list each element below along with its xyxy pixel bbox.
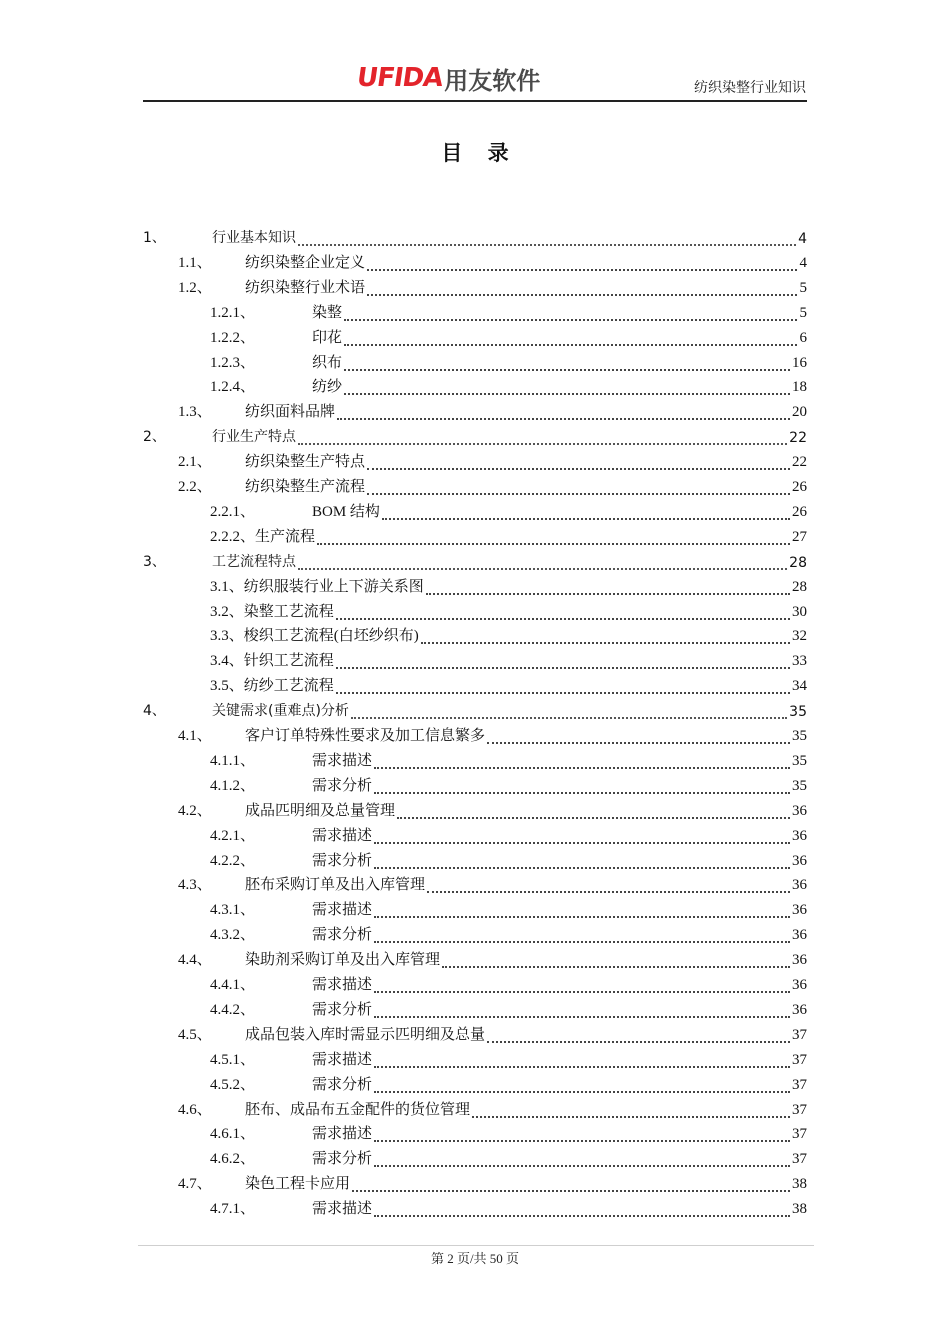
toc-entry-title: 染整	[312, 304, 343, 321]
toc-entry-page: 37	[792, 1101, 807, 1118]
toc-entry-title: 需求分析	[312, 1001, 373, 1018]
toc-entry-title: 3.4、针织工艺流程	[210, 653, 334, 670]
toc-entry[interactable]	[143, 474, 807, 498]
toc-entry-page: 27	[792, 528, 807, 545]
toc-entry-title: 需求分析	[312, 927, 373, 944]
toc-dot-leader	[374, 867, 790, 869]
toc-entry[interactable]	[143, 1047, 807, 1071]
toc-entry-number: 4.5、	[178, 1026, 212, 1043]
toc-dot-leader	[351, 717, 787, 719]
toc-entry[interactable]	[143, 897, 807, 921]
toc-entry-page: 26	[792, 503, 807, 520]
toc-dot-leader	[374, 1165, 790, 1167]
toc-entry[interactable]	[143, 1146, 807, 1170]
toc-dot-leader	[374, 1215, 790, 1217]
toc-entry[interactable]	[143, 698, 807, 722]
toc-dot-leader	[344, 369, 790, 371]
toc-entry-title: 行业基本知识	[212, 230, 296, 246]
toc-entry-page: 37	[792, 1026, 807, 1043]
toc-dot-leader	[344, 319, 797, 321]
toc-entry[interactable]	[143, 250, 807, 274]
toc-entry-title: 3.5、纺纱工艺流程	[210, 678, 334, 695]
toc-entry-title: 3.2、染整工艺流程	[210, 603, 334, 620]
toc-entry-number: 4.1、	[178, 728, 212, 744]
toc-entry-page: 20	[792, 404, 807, 421]
toc-entry-page: 35	[792, 777, 807, 794]
toc-entry[interactable]	[143, 1121, 807, 1145]
toc-title: 目 录	[441, 141, 509, 165]
header-divider	[143, 100, 807, 102]
toc-entry-title: 纺织染整生产流程	[245, 479, 366, 495]
toc-entry-page: 28	[789, 554, 807, 571]
toc-entry-number: 2.2.1、	[210, 503, 256, 520]
toc-dot-leader	[374, 916, 790, 918]
toc-entry-number: 1.2、	[178, 279, 212, 296]
toc-entry[interactable]	[143, 524, 807, 548]
toc-entry-title: 3.3、梭织工艺流程(白坯纱织布)	[210, 628, 419, 645]
toc-entry[interactable]	[143, 449, 807, 473]
toc-dot-leader	[367, 269, 797, 271]
toc-entry[interactable]	[143, 374, 807, 398]
toc-entry-number: 2.1、	[178, 454, 212, 471]
toc-entry-page: 30	[792, 603, 807, 620]
toc-entry-title: 需求描述	[312, 902, 373, 919]
toc-entry-page: 35	[789, 704, 807, 721]
toc-entry-title: 染色工程卡应用	[245, 1176, 351, 1193]
toc-entry-title: 需求分析	[312, 777, 373, 794]
toc-entry-page: 33	[792, 653, 807, 670]
toc-entry-page: 5	[799, 304, 807, 321]
toc-dot-leader	[487, 742, 790, 744]
document-header-title: 纺织染整行业知识	[694, 81, 806, 96]
toc-entry-page: 36	[792, 902, 807, 919]
toc-entry-page: 34	[792, 678, 807, 695]
toc-entry-page: 18	[792, 379, 807, 396]
toc-entry-title: 3.1、纺织服装行业上下游关系图	[210, 578, 424, 595]
toc-entry-page: 36	[792, 827, 807, 844]
toc-entry[interactable]	[143, 300, 807, 324]
toc-dot-leader	[374, 1066, 790, 1068]
toc-entry-number: 1.2.3、	[210, 354, 256, 371]
toc-entry-page: 32	[792, 628, 807, 645]
toc-dot-leader	[374, 1091, 790, 1093]
toc-entry-title: 成品包装入库时需显示匹明细及总量	[245, 1026, 486, 1043]
toc-entry-number: 1.2.4、	[210, 379, 256, 396]
toc-dot-leader	[374, 792, 790, 794]
toc-entry-page: 16	[792, 354, 807, 371]
toc-entry[interactable]	[143, 1097, 807, 1121]
toc-entry-page: 38	[792, 1201, 807, 1218]
toc-entry-title: 需求分析	[312, 852, 373, 869]
toc-entry-number: 1.3、	[178, 404, 212, 421]
toc-entry-number: 1、	[143, 230, 166, 246]
toc-entry-title: 需求描述	[312, 1201, 373, 1218]
footer-divider	[138, 1245, 814, 1246]
toc-entry-page: 4	[798, 231, 807, 247]
toc-entry-number: 4.7.1、	[210, 1201, 256, 1218]
toc-entry-title: 需求分析	[312, 1151, 373, 1168]
toc-entry-title: 纺织染整行业术语	[245, 279, 366, 296]
toc-entry-page: 36	[792, 877, 807, 894]
toc-dot-leader	[442, 966, 790, 968]
toc-entry[interactable]	[143, 1171, 807, 1195]
toc-entry-title: 需求描述	[312, 827, 373, 844]
toc-entry-page: 37	[792, 1051, 807, 1068]
toc-entry-number: 4.3.2、	[210, 927, 256, 944]
toc-entry[interactable]	[143, 648, 807, 672]
toc-dot-leader	[352, 1190, 790, 1192]
logo-text-cn: 用友软件	[444, 66, 541, 95]
toc-entry[interactable]	[143, 947, 807, 971]
toc-entry-page: 36	[792, 802, 807, 819]
toc-entry[interactable]	[143, 1072, 807, 1096]
toc-entry[interactable]	[143, 1022, 807, 1046]
toc-entry-page: 36	[792, 952, 807, 969]
toc-entry-title: 纺纱	[312, 379, 343, 396]
toc-entry[interactable]	[143, 424, 807, 448]
toc-dot-leader	[374, 842, 790, 844]
ufida-logo	[354, 62, 541, 95]
toc-entry-title: 需求描述	[312, 1126, 373, 1143]
toc-entry-title: 胚布、成品布五金配件的货位管理	[245, 1101, 471, 1118]
toc-dot-leader	[344, 393, 790, 395]
toc-entry-page: 4	[799, 254, 807, 271]
toc-entry[interactable]	[143, 399, 807, 423]
toc-entry[interactable]	[143, 549, 807, 573]
toc-dot-leader	[337, 418, 790, 420]
toc-entry-page: 26	[792, 479, 807, 495]
toc-entry-title: 需求描述	[312, 1051, 373, 1068]
toc-entry-page: 35	[792, 752, 807, 769]
toc-entry[interactable]	[143, 673, 807, 697]
toc-dot-leader	[336, 692, 790, 694]
toc-entry-page: 22	[789, 430, 807, 447]
toc-entry-number: 1.2.2、	[210, 329, 256, 346]
toc-entry-number: 4.5.2、	[210, 1076, 256, 1093]
toc-entry-page: 37	[792, 1151, 807, 1168]
toc-entry-page: 36	[792, 852, 807, 869]
toc-entry[interactable]	[143, 350, 807, 374]
toc-entry[interactable]	[143, 325, 807, 349]
toc-entry-number: 4.3、	[178, 877, 212, 894]
toc-dot-leader	[397, 817, 790, 819]
toc-entry[interactable]	[143, 773, 807, 797]
toc-dot-leader	[336, 667, 790, 669]
toc-entry-title: 需求描述	[312, 752, 373, 769]
toc-dot-leader	[374, 941, 790, 943]
toc-entry-title: 纺织染整企业定义	[245, 254, 366, 271]
toc-dot-leader	[367, 493, 790, 495]
toc-dot-leader	[298, 443, 787, 445]
toc-entry-number: 4.2.1、	[210, 827, 256, 844]
toc-dot-leader	[487, 1041, 790, 1043]
toc-dot-leader	[374, 991, 790, 993]
toc-entry-title: 成品匹明细及总量管理	[245, 802, 396, 819]
toc-dot-leader	[374, 767, 790, 769]
toc-entry[interactable]	[143, 574, 807, 598]
toc-entry-page: 37	[792, 1076, 807, 1093]
toc-dot-leader	[336, 618, 790, 620]
toc-entry-number: 4、	[143, 703, 166, 720]
toc-entry-title: 纺织染整生产特点	[245, 454, 366, 471]
toc-entry[interactable]	[143, 1196, 807, 1220]
toc-dot-leader	[472, 1116, 790, 1118]
toc-entry-number: 4.5.1、	[210, 1051, 256, 1068]
toc-entry-title: 织布	[312, 354, 343, 371]
toc-entry[interactable]	[143, 599, 807, 623]
toc-entry-title: 纺织面料品牌	[245, 404, 336, 421]
toc-entry-number: 4.4.2、	[210, 1001, 256, 1018]
toc-entry-number: 4.2.2、	[210, 852, 256, 869]
toc-entry[interactable]	[143, 723, 807, 747]
toc-entry-title: 需求分析	[312, 1076, 373, 1093]
toc-entry-number: 4.2、	[178, 802, 212, 819]
toc-entry-number: 4.7、	[178, 1176, 212, 1193]
toc-entry-page: 22	[792, 454, 807, 471]
toc-dot-leader	[298, 568, 787, 570]
toc-entry[interactable]	[143, 823, 807, 847]
toc-dot-leader	[344, 344, 797, 346]
toc-dot-leader	[367, 294, 797, 296]
toc-entry[interactable]	[143, 848, 807, 872]
toc-entry-number: 4.6.2、	[210, 1151, 256, 1168]
toc-entry-number: 2.2、	[178, 479, 212, 495]
toc-entry-page: 28	[792, 578, 807, 595]
toc-entry-number: 4.3.1、	[210, 902, 256, 919]
toc-entry-title: 胚布采购订单及出入库管理	[245, 877, 426, 894]
toc-entry-number: 2、	[143, 429, 166, 446]
toc-entry-page: 37	[792, 1126, 807, 1143]
toc-entry-number: 4.6.1、	[210, 1126, 256, 1143]
toc-entry[interactable]	[143, 798, 807, 822]
page-number: 第 2 页/共 50 页	[430, 1251, 520, 1266]
toc-entry[interactable]	[143, 225, 807, 249]
toc-dot-leader	[374, 1016, 790, 1018]
toc-entry[interactable]	[143, 872, 807, 896]
toc-entry-title: 工艺流程特点	[212, 553, 296, 570]
toc-dot-leader	[374, 1140, 790, 1142]
toc-entry-page: 36	[792, 1001, 807, 1018]
toc-entry-title: 关键需求(重难点)分析	[212, 703, 349, 720]
toc-entry-title: 需求描述	[312, 977, 373, 993]
toc-entry-number: 1.2.1、	[210, 304, 256, 321]
toc-entry-title: 染助剂采购订单及出入库管理	[245, 952, 441, 969]
toc-dot-leader	[367, 468, 790, 470]
toc-entry-title: 客户订单特殊性要求及加工信息繁多	[245, 728, 486, 744]
toc-entry-title: 印花	[312, 329, 343, 346]
toc-entry[interactable]	[143, 972, 807, 996]
toc-entry-title: 2.2.2、生产流程	[210, 528, 316, 545]
toc-entry[interactable]	[143, 748, 807, 772]
toc-entry-page: 6	[799, 329, 807, 346]
toc-entry-number: 1.1、	[178, 254, 212, 271]
toc-entry-number: 4.1.2、	[210, 777, 256, 794]
toc-entry-title: 行业生产特点	[212, 429, 296, 446]
toc-entry[interactable]	[143, 997, 807, 1021]
toc-dot-leader	[298, 244, 796, 246]
toc-dot-leader	[317, 543, 790, 545]
toc-entry-number: 3、	[143, 553, 166, 570]
toc-entry-number: 4.6、	[178, 1101, 212, 1118]
toc-entry-number: 4.4.1、	[210, 977, 256, 993]
toc-entry-page: 36	[792, 977, 807, 993]
toc-entry-number: 4.4、	[178, 952, 212, 969]
toc-entry-page: 36	[792, 927, 807, 944]
toc-entry-page: 5	[799, 279, 807, 296]
logo-text-en: UFIDA	[354, 63, 445, 93]
toc-dot-leader	[421, 642, 790, 644]
toc-entry-page: 38	[792, 1176, 807, 1193]
toc-entry[interactable]	[143, 922, 807, 946]
toc-entry-title: BOM 结构	[312, 503, 380, 520]
toc-dot-leader	[426, 593, 790, 595]
toc-entry[interactable]	[143, 499, 807, 523]
toc-entry[interactable]	[143, 623, 807, 647]
toc-dot-leader	[382, 518, 790, 520]
toc-dot-leader	[427, 891, 790, 893]
toc-entry-page: 35	[792, 728, 807, 744]
toc-entry-number: 4.1.1、	[210, 752, 256, 769]
toc-entry[interactable]	[143, 275, 807, 299]
